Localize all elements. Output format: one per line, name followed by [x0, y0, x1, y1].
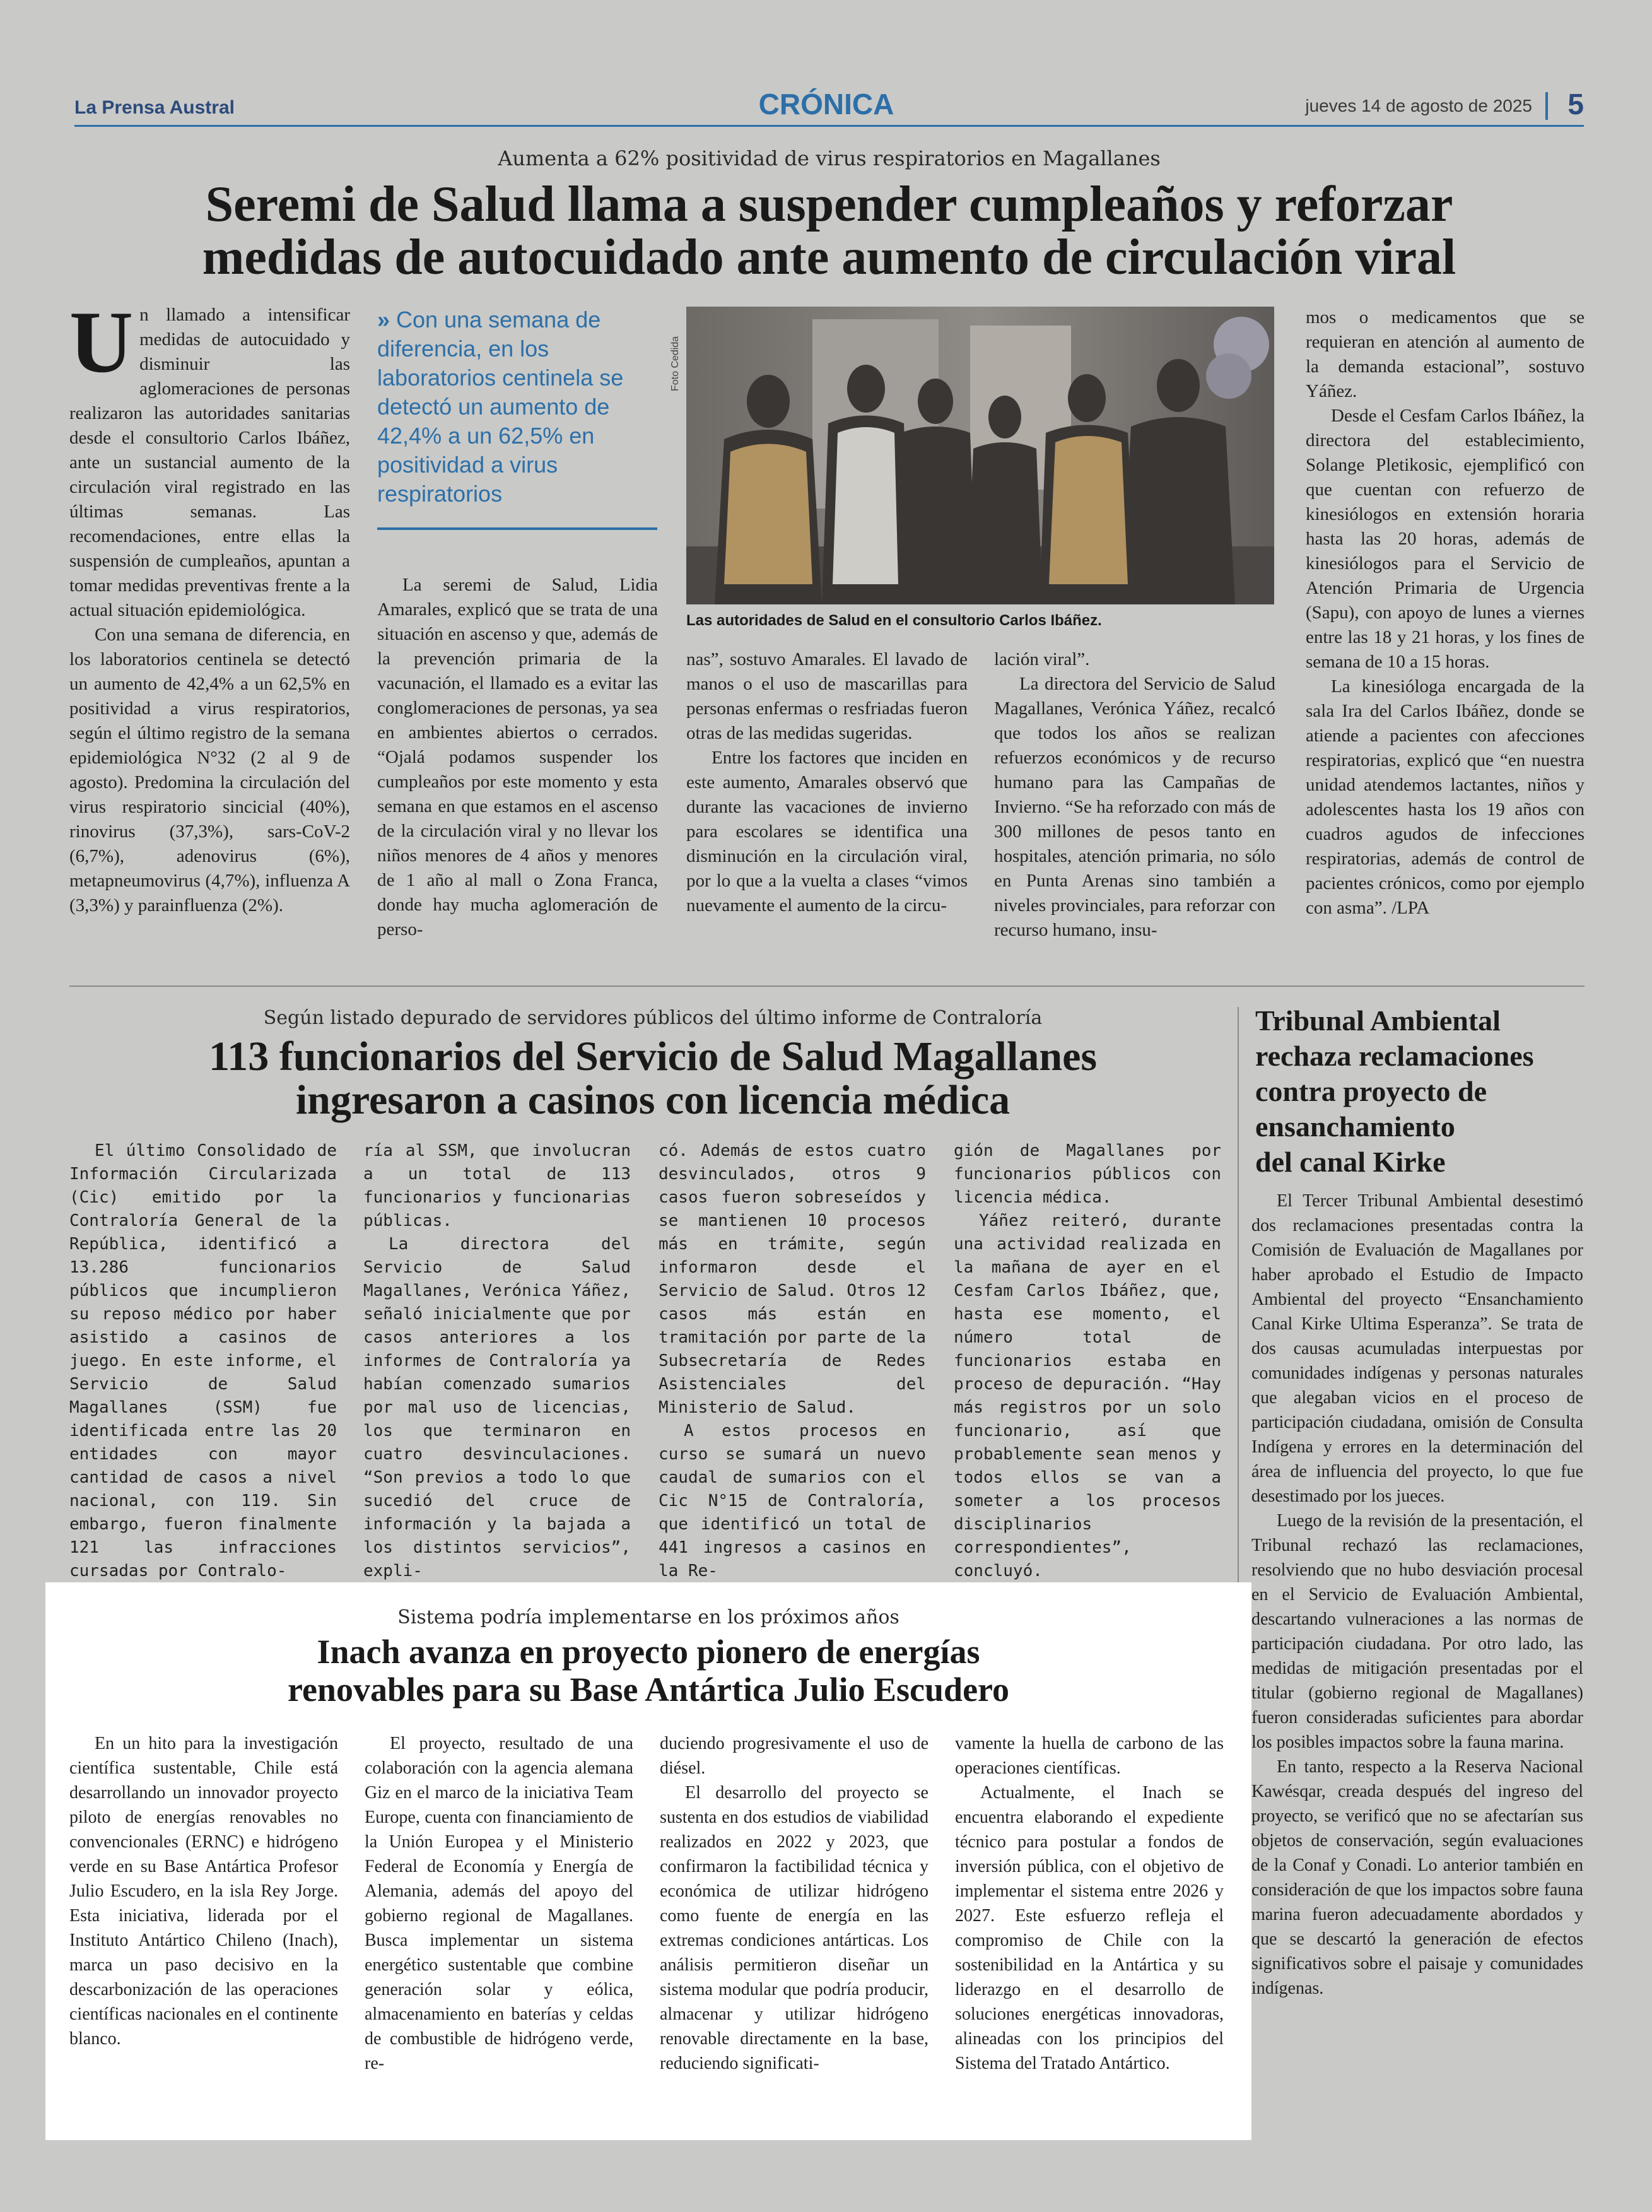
story1-kicker: Aumenta a 62% positividad de virus respiratorios en Magallanes: [498, 146, 1161, 170]
photo-credit: Foto Cedida: [670, 336, 681, 391]
story1-col5-p1: mos o medicamentos que se requieran en atención al aumento de la demanda estacional”, sostuvo Yáñez.: [1306, 307, 1585, 401]
newspaper-name: La Prensa Austral: [74, 97, 235, 118]
story3-p2: Luego de la revisión de la presentación, el Tribunal rechazó las reclamaciones, resolviendo que no hubo desviación procesal en el Servicio de Evaluación Ambiental, descartando vulneraciones a las normas de participación ciudadana. Por otro lado, las medidas de mitigación presentadas por el titular (gobierno regional de Magallanes) fueron consideradas suficientes para abordar los posibles impactos sobre la fauna marina.: [1251, 1511, 1583, 1752]
group-photo-illustration: [686, 307, 1274, 604]
story1-column-5: [1306, 305, 1585, 972]
story1-col4-p1: lación viral”.: [994, 649, 1090, 669]
story3-headline: [1255, 1003, 1596, 1180]
photo-caption: Las autoridades de Salud en el consultorio Carlos Ibáñez.: [686, 612, 1102, 629]
story1-headline-line2: medidas de autocuidado ante aumento de circulación viral: [202, 230, 1456, 285]
story2-col4-p2: Yáñez reiteró, durante una actividad realizada en la mañana de ayer en el Cesfam Carlos Ibáñez, que, hasta ese momento, el número total de funcionarios estaba en proceso de depuración. “Hay más registros por un solo funcionario, así que probablemente sean menos y todos ellos se van a someter a los procesos disciplinarios correspondientes”, concluyó.: [954, 1211, 1221, 1580]
chevron-right-icon: »: [377, 307, 390, 332]
story1-headline-line1: Seremi de Salud llama a suspender cumpleaños y reforzar: [205, 177, 1453, 232]
story4-column-1: [69, 1731, 338, 2125]
story3-headline-line5: del canal Kirke: [1255, 1146, 1446, 1178]
section-title: CRÓNICA: [758, 88, 894, 121]
story4-col4-p1: vamente la huella de carbono de las operaciones científicas.: [955, 1734, 1224, 1778]
story3-headline-line2: rechaza reclamaciones: [1255, 1040, 1534, 1072]
story2-kicker: Según listado depurado de servidores públicos del último informe de Contraloría: [263, 1007, 1043, 1029]
story3-body: [1251, 1189, 1583, 2129]
story4-col2-p1: El proyecto, resultado de una colaboración con la agencia alemana Giz en el marco de la iniciativa Team Europe, cuenta con financiamiento de la Unión Europea y el Ministerio Federal de Economía y Energía de Alemania, además del apoyo del gobierno regional de Magallanes. Busca implementar un sistema energético sustentable que combine generación solar y eólica, almacenamiento en baterías y celdas de combustible de hidrógeno verde, re-: [365, 1734, 633, 2073]
story1-col5-p2: Desde el Cesfam Carlos Ibáñez, la directora del establecimiento, Solange Pletikosic, ejemplificó con que cuentan con refuerzo de kinesiólogos en extensión horaria hasta las 20 horas, además de kinesiólogos para el Servicio de Atención Primaria de Urgencia (Sapu), con apoyo de lunes a viernes entre las 18 y 21 horas, y los fines de semana de 10 a 15 horas.: [1306, 406, 1585, 672]
issue-date: jueves 14 de agosto de 2025: [1305, 96, 1532, 115]
pull-quote-rule: [377, 527, 657, 530]
pull-quote: [377, 305, 655, 509]
header-rule: [74, 125, 1584, 127]
story1-column-4: [994, 647, 1275, 972]
story3-p3: En tanto, respecto a la Reserva Nacional Kawésqar, creada después del ingreso del proyecto, se verificó que no se afectarían sus objetos de conservación, según evaluaciones de la Conaf y Conadi. Lo anterior también en consideración de que los impactos sobre fauna marina fueron adecuadamente abordados y que se descartó la generación de efectos significativos sobre el paisaje y comunidades indígenas.: [1251, 1757, 1583, 1998]
story2-col1-p1: El último Consolidado de Información Circularizada (Cic) emitido por la Contraloría General de la República, identificó a 13.286 funcionarios públicos que incumplieron su reposo médico por haber asistido a casinos de juego. En este informe, el Servicio de Salud Magallanes (SSM) fue identificada entre las 20 entidades con mayor cantidad de casos a nivel nacional, con 119. Sin embargo, fueron finalmente 121 las infracciones cursadas por Contralo-: [69, 1141, 337, 1580]
story4-headline: [45, 1633, 1251, 1709]
story2-headline: [69, 1035, 1236, 1122]
story2-col2-p1: ría al SSM, que involucran a un total de 113 funcionarios y funcionarias públicas.: [363, 1141, 631, 1230]
story1-col1-p1: n llamado a intensificar medidas de autocuidado y disminuir las aglomeraciones de personas realizaron las autoridades sanitarias desde el consultorio Carlos Ibáñez, ante un sustancial aumento de la circulación viral registrado en las últimas semanas. Las recomendaciones, entre ellas la suspensión de cumpleaños, apuntan a tomar medidas preventivas frente a la actual situación epidemiológica.: [69, 305, 350, 620]
news-photo: [686, 307, 1274, 604]
story4-col3-p1: duciendo progresivamente el uso de diésel.: [660, 1734, 929, 1778]
story4-headline-line2: renovables para su Base Antártica Julio Escudero: [287, 1671, 1010, 1709]
story3-p1: El Tercer Tribunal Ambiental desestimó dos reclamaciones presentadas contra la Comisión de Evaluación de Magallanes por haber aprobado el Estudio de Impacto Ambiental del proyecto “Ensanchamiento Canal Kirke Ultima Esperanza”. Se trata de dos causas acumuladas interpuestas por comunidades indígenas y personas naturales que alegaban vicios en el proceso de participación ciudadana, omisión de Consulta Indígena y errores en la determinación del área de influencia del proyecto, lo que fue desestimado por los jueces.: [1251, 1191, 1583, 1506]
story1-col4-p2: La directora del Servicio de Salud Magallanes, Verónica Yáñez, recalcó que todos los años se realizan refuerzos económicos y de recurso humano para las Campañas de Invierno. “Se ha reforzado con más de 300 millones de pesos tanto en hospitales, atención primaria, no sólo en Punta Arenas sino también a niveles provinciales, para reforzar con recurso humano, insu-: [994, 674, 1275, 940]
story1-col3-p1: nas”, sostuvo Amarales. El lavado de manos o el uso de mascarillas para personas enfermas o resfriadas fueron otras de las medidas sugeridas.: [686, 649, 968, 743]
story2-col3-p1: có. Además de estos cuatro desvinculados, otros 9 casos fueron sobreseídos y se mantienen 10 procesos más en trámite, según informaron desde el Servicio de Salud. Otros 12 casos más están en tramitación por parte de la Subsecretaría de Redes Asistenciales del Ministerio de Salud.: [659, 1141, 926, 1417]
story4-col4-p2: Actualmente, el Inach se encuentra elaborando el expediente técnico para postular a fondos de inversión pública, con el objetivo de implementar el sistema entre 2026 y 2027. Este esfuerzo refleja el compromiso de Chile con la sostenibilidad en la Antártica y su liderazgo en el desarrollo de soluciones energéticas innovadoras, alineadas con los principios del Sistema del Tratado Antártico.: [955, 1783, 1224, 2073]
story2-col3-p2: A estos procesos en curso se sumará un nuevo caudal de sumarios con el Cic N°15 de Contraloría, que identificó un total de 441 ingresos a casinos en la Re-: [659, 1421, 926, 1580]
story1-column-2: [377, 573, 658, 972]
story2-column-4: [954, 1139, 1221, 1580]
story1-column-1: [69, 293, 350, 972]
story2-headline-line1: 113 funcionarios del Servicio de Salud Magallanes: [208, 1033, 1098, 1080]
page-number: 5: [1567, 88, 1584, 121]
story2-col2-p2: La directora del Servicio de Salud Magallanes, Verónica Yáñez, señaló inicialmente que por casos anteriores a los informes de Contraloría ya habían comenzado sumarios por mal uso de licencias, los que terminaron en cuatro desvinculaciones. “Son previos a todo lo que sucedió del cruce de información y la bajada a los distintos servicios”, expli-: [363, 1235, 631, 1580]
story1-column-3: [686, 647, 968, 972]
story1-col5-p3: La kinesióloga encargada de la sala Ira del Carlos Ibáñez, donde se atiende a pacientes con afecciones respiratorias, explicó que “en nuestra unidad atendemos lactantes, niños y adolescentes hasta los 19 años con cuadros agudos de infecciones respiratorias, además de control de pacientes crónicos, como por ejemplo con asma”. /LPA: [1306, 676, 1585, 918]
story3-headline-line3: contra proyecto de: [1255, 1075, 1487, 1107]
story4-column-4: [955, 1731, 1224, 2125]
story3-headline-line1: Tribunal Ambiental: [1255, 1004, 1501, 1037]
story2-col4-p1: gión de Magallanes por funcionarios públicos con licencia médica.: [954, 1141, 1221, 1207]
pull-quote-text: Con una semana de diferencia, en los laboratorios centinela se detectó un aumento de 42,4% a un 62,5% en positividad a virus respiratorios: [377, 307, 624, 507]
story2-column-3: [659, 1139, 926, 1580]
story2-column-1: [69, 1139, 337, 1580]
story4-headline-line1: Inach avanza en proyecto pionero de energías: [317, 1633, 980, 1671]
story1-col3-p2: Entre los factores que inciden en este aumento, Amarales observó que durante las vacaciones de invierno para escolares se identifica una disminución en la circulación viral, por lo que a la vuelta a clases “vimos nuevamente el aumento de la circu-: [686, 748, 968, 915]
story2-column-2: [363, 1139, 631, 1580]
story1-bottom-rule: [69, 985, 1585, 987]
story4-kicker: Sistema podría implementarse en los próximos años: [397, 1606, 899, 1628]
story4-col1-p1: En un hito para la investigación científica sustentable, Chile está desarrollando un innovador proyecto piloto de energías renovables no convencionales (ERNC) e hidrógeno verde en su Base Antártica Profesor Julio Escudero, en la isla Rey Jorge. Esta iniciativa, liderada por el Instituto Antártico Chileno (Inach), marca un paso decisivo en la descarbonización de las operaciones científicas nacionales en el continente blanco.: [69, 1734, 338, 2049]
story4-col3-p2: El desarrollo del proyecto se sustenta en dos estudios de viabilidad realizados en 2022 y 2023, que confirmaron la factibilidad técnica y económica de utilizar hidrógeno como fuente de energía en las extremas condiciones antárticas. Los análisis permitieron diseñar un sistema modular que podría producir, almacenar y utilizar hidrógeno renovable directamente en la base, reduciendo significati-: [660, 1783, 929, 2073]
story2-headline-line2: ingresaron a casinos con licencia médica: [295, 1077, 1011, 1124]
story3-headline-line4: ensanchamiento: [1255, 1110, 1455, 1143]
dropcap: U: [69, 293, 134, 391]
header-separator: [1545, 92, 1548, 120]
story1-col1-p2: Con una semana de diferencia, en los laboratorios centinela se detectó un aumento de 42,4% a un 62,5% en positividad a virus respiratorios, según el último registro de la semana epidemiológica N°32 (2 al 9 de agosto). Predomina la circulación del virus respiratorio sincicial (40%), rinovirus (37,3%), sars-CoV-2 (6,7%), adenovirus (6%), metapneumovirus (4,7%), influenza A (3,3%) y parainfluenza (2%).: [69, 625, 350, 915]
story1-col2-p1: La seremi de Salud, Lidia Amarales, explicó que se trata de una situación en ascenso y que, además de la prevención primaria de la vacunación, el llamado es a evitar las conglomeraciones de personas, ya sea en ambientes abiertos o cerrados. “Ojalá podamos suspender los cumpleaños por este momento y esta semana en que estamos en el ascenso de la circulación viral y no llevar los niños menores de 4 años y menores de 1 año al mall o Zona Franca, donde hay mucha aglomeración de perso-: [377, 575, 658, 939]
story1-headline: [74, 178, 1584, 284]
story4-column-3: [660, 1731, 929, 2125]
story4-column-2: [365, 1731, 633, 2125]
